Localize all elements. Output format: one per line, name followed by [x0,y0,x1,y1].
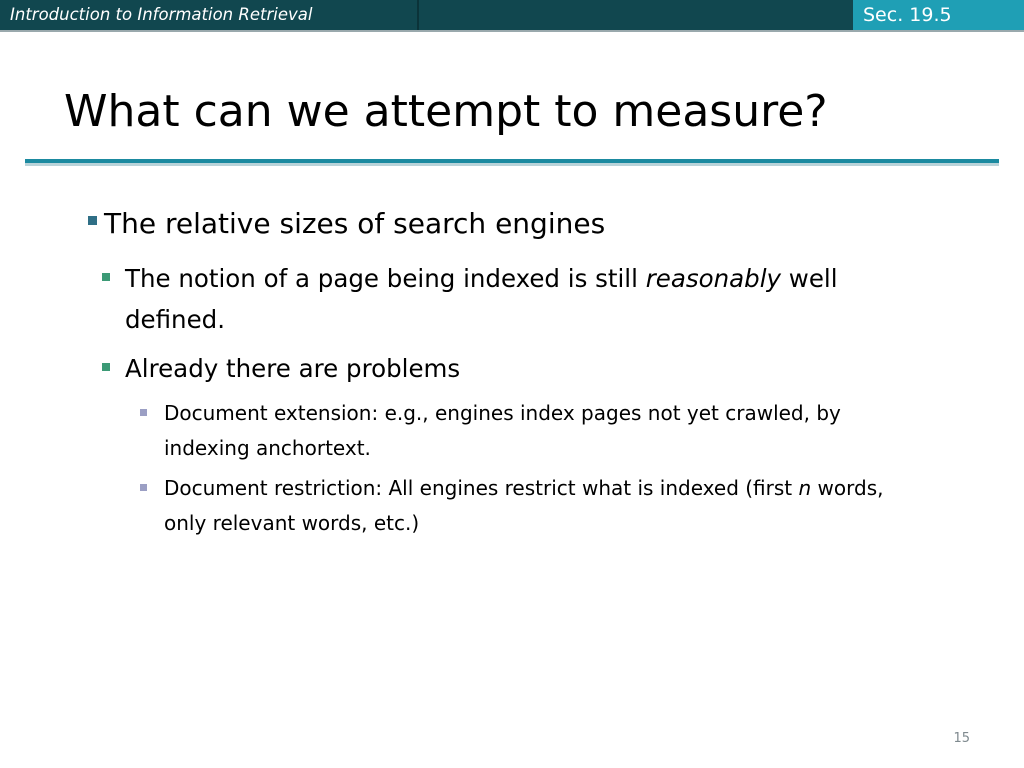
square-bullet-icon [102,363,110,371]
section-label: Sec. 19.5 [863,4,952,26]
page-number: 15 [953,731,970,746]
square-bullet-icon [102,273,110,281]
bullet-level2-item [102,348,922,389]
bullet-level2-item [102,258,922,340]
bullet-text-container [164,471,930,541]
emphasis-text: n [798,476,812,500]
bullet-level3-item [140,471,930,541]
bullet-text-container [125,258,922,340]
emphasis-text: reasonably [645,264,782,293]
bullet-level3-item [140,396,930,466]
square-bullet-icon [140,409,147,416]
bullet-text: Already there are problems [125,354,461,383]
bullet-text: The relative sizes of search engines [104,207,606,240]
square-bullet-icon [88,216,97,225]
bullet-text: well defined. [125,264,838,334]
square-bullet-icon [140,484,147,491]
bullet-text: Document restriction: All engines restrict what is indexed (first [164,476,799,500]
course-title: Introduction to Information Retrieval [10,5,313,24]
bullet-text: Document extension: e.g., engines index pages not yet crawled, by indexing anchortext. [164,401,841,460]
bullet-level1-item [88,207,605,240]
slide-title: What can we attempt to measure? [64,86,828,137]
bullet-text: The notion of a page being indexed is still [125,264,646,293]
bullet-text: words, only relevant words, etc.) [164,476,884,535]
